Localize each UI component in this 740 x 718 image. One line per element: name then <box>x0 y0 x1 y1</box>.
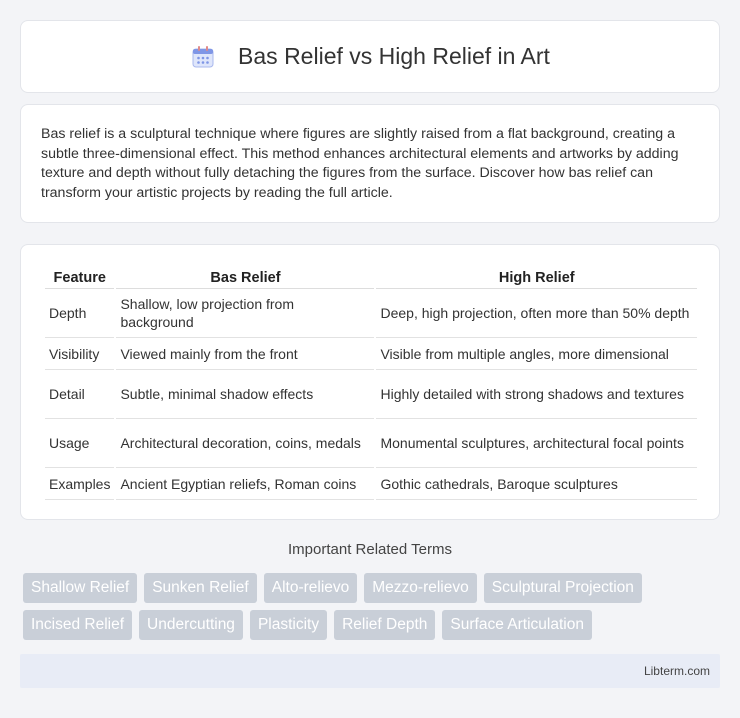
header-high-relief: High Relief <box>376 265 697 289</box>
tag-relief-depth[interactable]: Relief Depth <box>334 610 435 640</box>
tag-surface-articulation[interactable]: Surface Articulation <box>442 610 592 640</box>
table-row <box>45 468 697 500</box>
table-row <box>45 419 697 468</box>
row-high-relief: Gothic cathedrals, Baroque sculptures <box>376 468 697 500</box>
table-row <box>45 370 697 419</box>
page-title: Bas Relief vs High Relief in Art <box>238 43 550 69</box>
tag-shallow-relief[interactable]: Shallow Relief <box>23 573 137 603</box>
row-bas-relief: Subtle, minimal shadow effects <box>116 370 374 419</box>
tag-row <box>23 573 723 603</box>
tag-sunken-relief[interactable]: Sunken Relief <box>144 573 257 603</box>
tag-mezzo-relievo[interactable]: Mezzo-relievo <box>364 573 476 603</box>
row-feature: Depth <box>45 289 114 338</box>
comparison-table-card <box>20 244 720 520</box>
header-bas-relief: Bas Relief <box>116 265 374 289</box>
row-feature: Usage <box>45 419 114 468</box>
header-card <box>20 20 720 93</box>
row-high-relief: Highly detailed with strong shadows and textures <box>376 370 697 419</box>
tag-plasticity[interactable]: Plasticity <box>250 610 327 640</box>
tag-row <box>23 610 723 640</box>
table-row <box>45 289 697 338</box>
table-row <box>45 338 697 370</box>
row-bas-relief: Ancient Egyptian reliefs, Roman coins <box>116 468 374 500</box>
calendar-icon <box>190 44 216 70</box>
tag-sculptural-projection[interactable]: Sculptural Projection <box>484 573 642 603</box>
footer-site-link[interactable]: Libterm.com <box>643 664 710 678</box>
row-high-relief: Deep, high projection, often more than 50% depth <box>376 289 697 338</box>
tag-alto-relievo[interactable]: Alto-relievo <box>264 573 358 603</box>
tag-incised-relief[interactable]: Incised Relief <box>23 610 132 640</box>
footer <box>20 654 720 688</box>
intro-text: Bas relief is a sculptural technique where figures are slightly raised from a flat background, creating a subtle three-dimensional effect. This method enhances architectural elements and artworks by adding texture and depth without fully detaching the figures from the surface. Discover how bas relief can transform your artistic projects by reading the full article. <box>41 126 679 201</box>
row-bas-relief: Shallow, low projection from background <box>116 289 374 338</box>
tag-undercutting[interactable]: Undercutting <box>139 610 243 640</box>
row-feature: Examples <box>45 468 114 500</box>
intro-card <box>20 104 720 223</box>
table-header-row <box>45 265 697 289</box>
row-feature: Detail <box>45 370 114 419</box>
header-feature: Feature <box>45 265 114 289</box>
comparison-table <box>43 265 699 500</box>
row-high-relief: Monumental sculptures, architectural focal points <box>376 419 697 468</box>
row-high-relief: Visible from multiple angles, more dimensional <box>376 338 697 370</box>
row-bas-relief: Viewed mainly from the front <box>116 338 374 370</box>
row-bas-relief: Architectural decoration, coins, medals <box>116 419 374 468</box>
related-terms-tags <box>23 573 723 647</box>
row-feature: Visibility <box>45 338 114 370</box>
related-terms-title: Important Related Terms <box>288 541 452 558</box>
